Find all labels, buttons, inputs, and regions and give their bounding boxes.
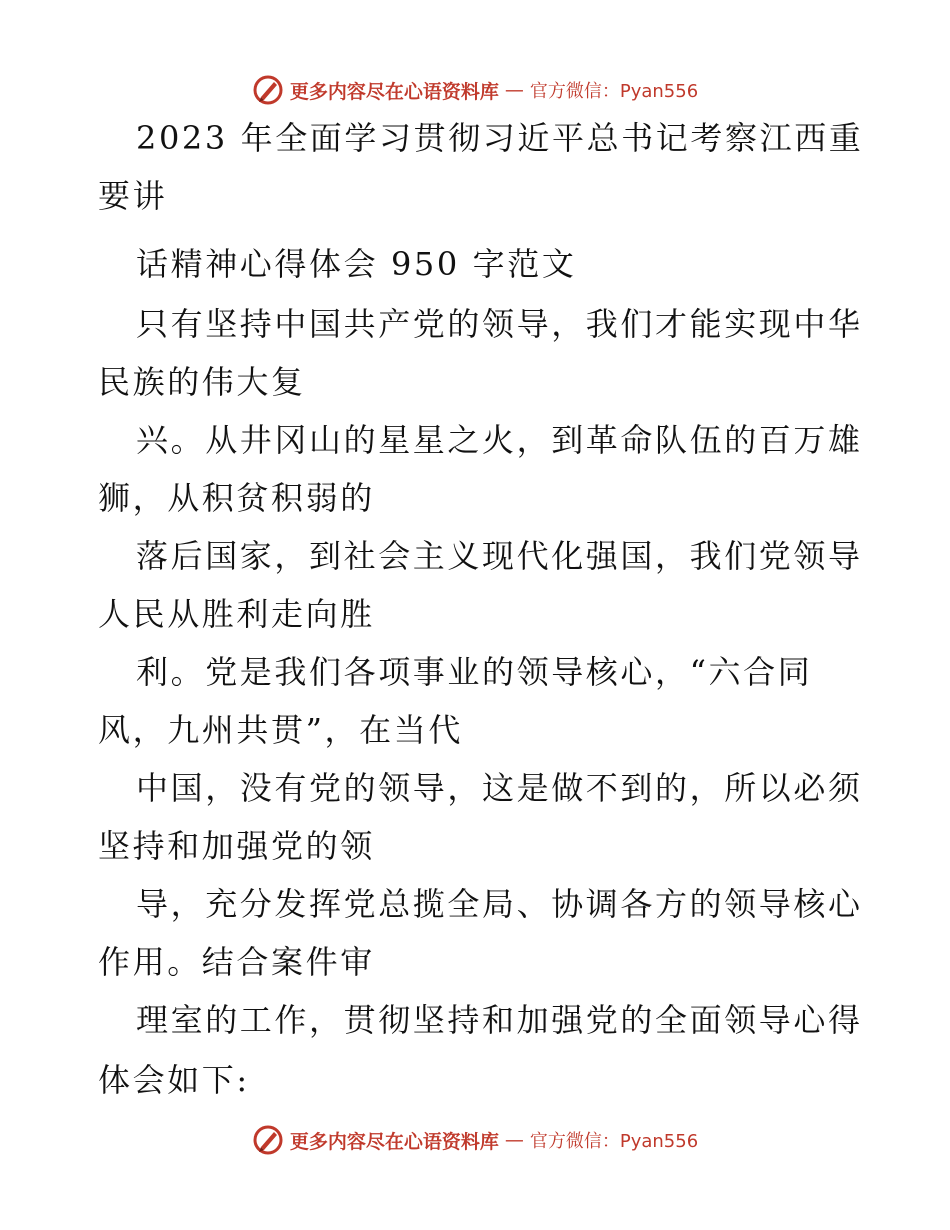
banner-separator: — bbox=[504, 1129, 524, 1151]
text-line: 作用。结合案件审 bbox=[98, 943, 375, 981]
text-line: 2023 年全面学习贯彻习近平总书记考察江西重 bbox=[136, 119, 864, 157]
text-line: 理室的工作，贯彻坚持和加强党的全面领导心得 bbox=[136, 1001, 863, 1039]
text-line: 体会如下: bbox=[98, 1061, 250, 1099]
banner-main-text: 更多内容尽在心语资料库 bbox=[289, 1130, 499, 1153]
pen-logo-icon bbox=[252, 74, 284, 106]
header-watermark-banner bbox=[0, 70, 950, 110]
text-line: 中国，没有党的领导，这是做不到的，所以必须 bbox=[136, 769, 863, 807]
text-line: 人民从胜利走向胜 bbox=[98, 595, 375, 633]
text-line: 利。党是我们各项事业的领导核心，“六合同 bbox=[136, 653, 813, 691]
banner-main-text: 更多内容尽在心语资料库 bbox=[289, 80, 499, 103]
text-line: 狮，从积贫积弱的 bbox=[98, 479, 375, 517]
text-line: 落后国家，到社会主义现代化强国，我们党领导 bbox=[136, 537, 863, 575]
text-line: 话精神心得体会 950 字范文 bbox=[136, 245, 577, 283]
text-line: 兴。从井冈山的星星之火，到革命队伍的百万雄 bbox=[136, 421, 863, 459]
banner-wechat-label: 官方微信：Pyan556 bbox=[529, 81, 699, 102]
banner-separator: — bbox=[504, 79, 524, 101]
text-line: 要讲 bbox=[98, 177, 168, 215]
text-line: 只有坚持中国共产党的领导，我们才能实现中华 bbox=[136, 305, 863, 343]
text-line: 导，充分发挥党总揽全局、协调各方的领导核心 bbox=[136, 885, 863, 923]
footer-watermark-banner bbox=[0, 1120, 950, 1160]
text-line: 民族的伟大复 bbox=[98, 363, 306, 401]
banner-wechat-label: 官方微信：Pyan556 bbox=[529, 1131, 699, 1152]
text-line: 坚持和加强党的领 bbox=[98, 827, 375, 865]
pen-logo-icon bbox=[252, 1124, 284, 1156]
text-line: 风，九州共贯”，在当代 bbox=[98, 711, 463, 749]
